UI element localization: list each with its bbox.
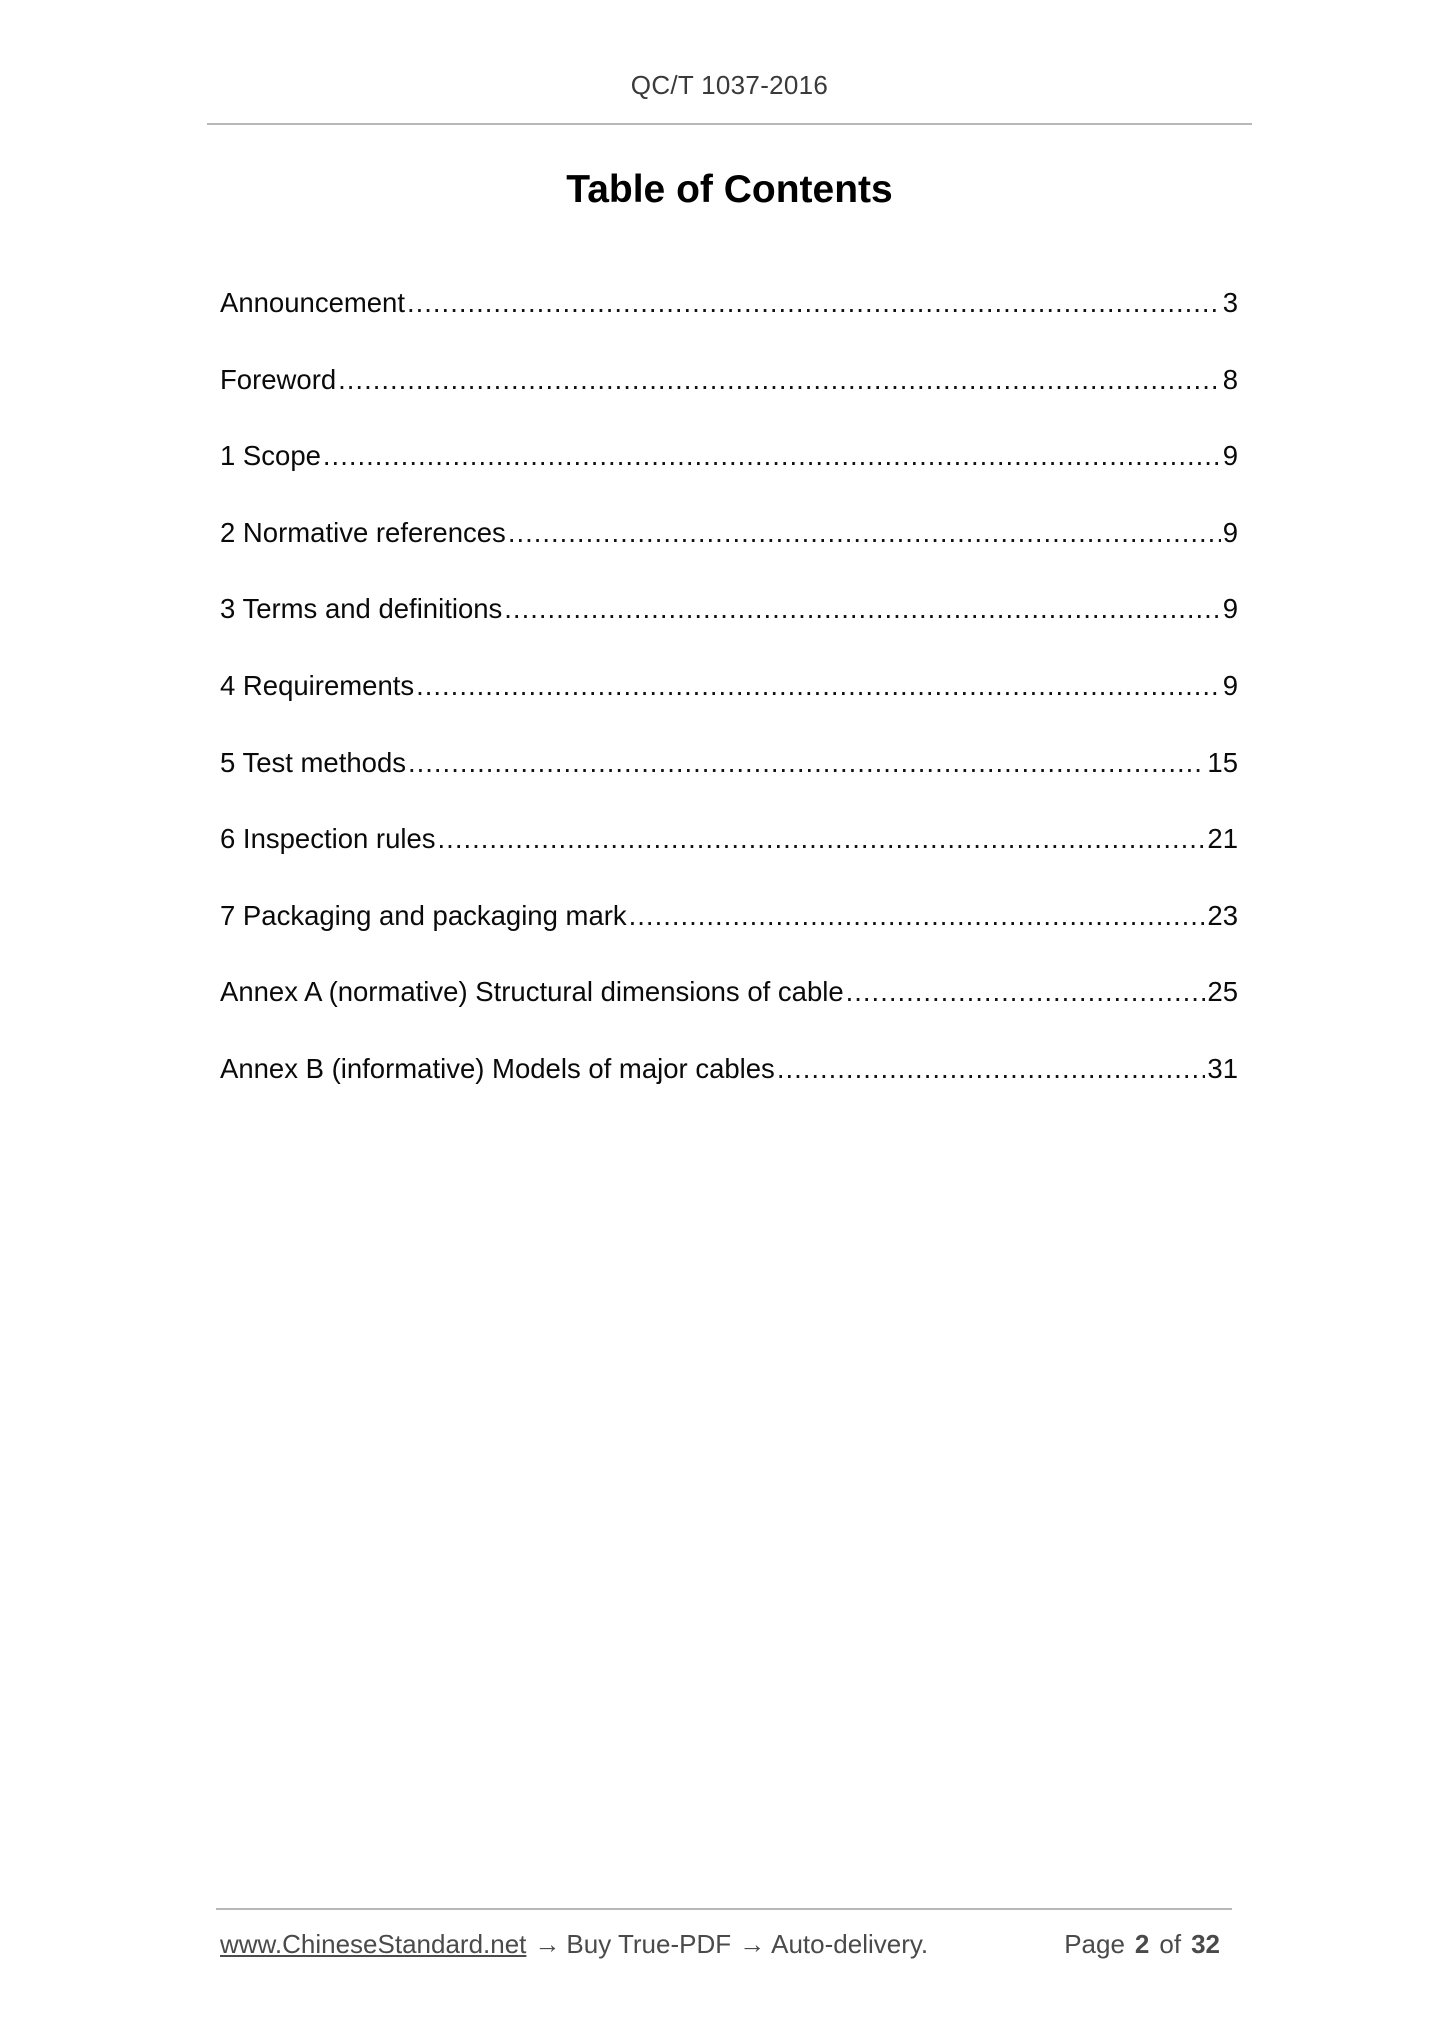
toc-entry-label: 5 Test methods	[220, 746, 406, 778]
toc-entry-page: 9	[1222, 516, 1238, 548]
dot-leader	[416, 670, 1221, 702]
toc-entry-page: 9	[1222, 669, 1238, 701]
toc-entry-label: Foreword	[220, 363, 337, 395]
dot-leader	[338, 364, 1221, 396]
toc-entry-label: Annex A (normative) Structural dimensions of cable	[220, 976, 844, 1008]
toc-entry-page: 3	[1222, 287, 1238, 318]
toc-entry-label: 1 Scope	[220, 440, 321, 472]
toc-entry-scope[interactable]	[220, 440, 1238, 517]
toc-entry-packaging[interactable]	[220, 900, 1238, 977]
toc-entry-label: 4 Requirements	[220, 669, 415, 701]
footer-promo	[220, 1929, 928, 1960]
dot-leader	[504, 593, 1220, 625]
arrow-right-icon: →	[739, 1929, 766, 1959]
toc-entry-label: Annex B (informative) Models of major cables	[220, 1052, 775, 1084]
toc-entry-page: 15	[1207, 746, 1238, 778]
toc-title: Table of Contents	[566, 168, 893, 211]
dot-leader	[323, 440, 1221, 472]
toc-entry-label: Announcement	[220, 287, 405, 318]
of-word: of	[1159, 1929, 1182, 1959]
website-link[interactable]: www.ChineseStandard.net	[220, 1929, 527, 1959]
toc-entry-requirements[interactable]	[220, 670, 1238, 747]
auto-delivery-text: Auto-delivery.	[771, 1929, 929, 1959]
toc-entry-terms-and-definitions[interactable]	[220, 593, 1238, 670]
buy-true-pdf-text: Buy True-PDF	[566, 1929, 732, 1959]
toc-entry-label: 3 Terms and definitions	[220, 593, 503, 625]
dot-leader	[629, 900, 1206, 932]
toc-entry-inspection-rules[interactable]	[220, 823, 1238, 900]
page-number	[1064, 1929, 1230, 1960]
toc-entry-page: 8	[1222, 363, 1238, 395]
page-word: Page	[1064, 1929, 1125, 1959]
toc-entry-page: 21	[1207, 823, 1238, 855]
toc-entry-label: 2 Normative references	[220, 516, 506, 548]
toc-entry-page: 9	[1222, 593, 1238, 625]
arrow-right-icon: →	[534, 1929, 561, 1959]
toc-entry-test-methods[interactable]	[220, 747, 1238, 824]
page-footer	[220, 1929, 1230, 1965]
dot-leader	[846, 976, 1206, 1008]
toc-entry-announcement[interactable]	[220, 287, 1238, 364]
toc-entry-page: 9	[1222, 440, 1238, 472]
document-code-header: QC/T 1037-2016	[630, 70, 829, 100]
dot-leader	[407, 287, 1221, 319]
total-page-number: 32	[1191, 1929, 1220, 1959]
dot-leader	[408, 747, 1205, 779]
toc-entry-label: 6 Inspection rules	[220, 823, 436, 855]
dot-leader	[777, 1053, 1206, 1085]
current-page-number: 2	[1134, 1929, 1150, 1959]
dot-leader	[438, 823, 1206, 855]
toc-entry-page: 23	[1207, 899, 1238, 931]
toc-entry-page: 25	[1207, 976, 1238, 1008]
footer-divider	[216, 1908, 1232, 1910]
toc-entry-normative-references[interactable]	[220, 517, 1238, 594]
toc-entry-annex-b[interactable]	[220, 1053, 1238, 1130]
dot-leader	[508, 517, 1221, 549]
toc-list	[220, 287, 1238, 1130]
toc-entry-page: 31	[1207, 1052, 1238, 1084]
header-divider	[207, 123, 1252, 125]
toc-entry-annex-a[interactable]	[220, 976, 1238, 1053]
toc-entry-foreword[interactable]	[220, 364, 1238, 441]
toc-entry-label: 7 Packaging and packaging mark	[220, 899, 627, 931]
